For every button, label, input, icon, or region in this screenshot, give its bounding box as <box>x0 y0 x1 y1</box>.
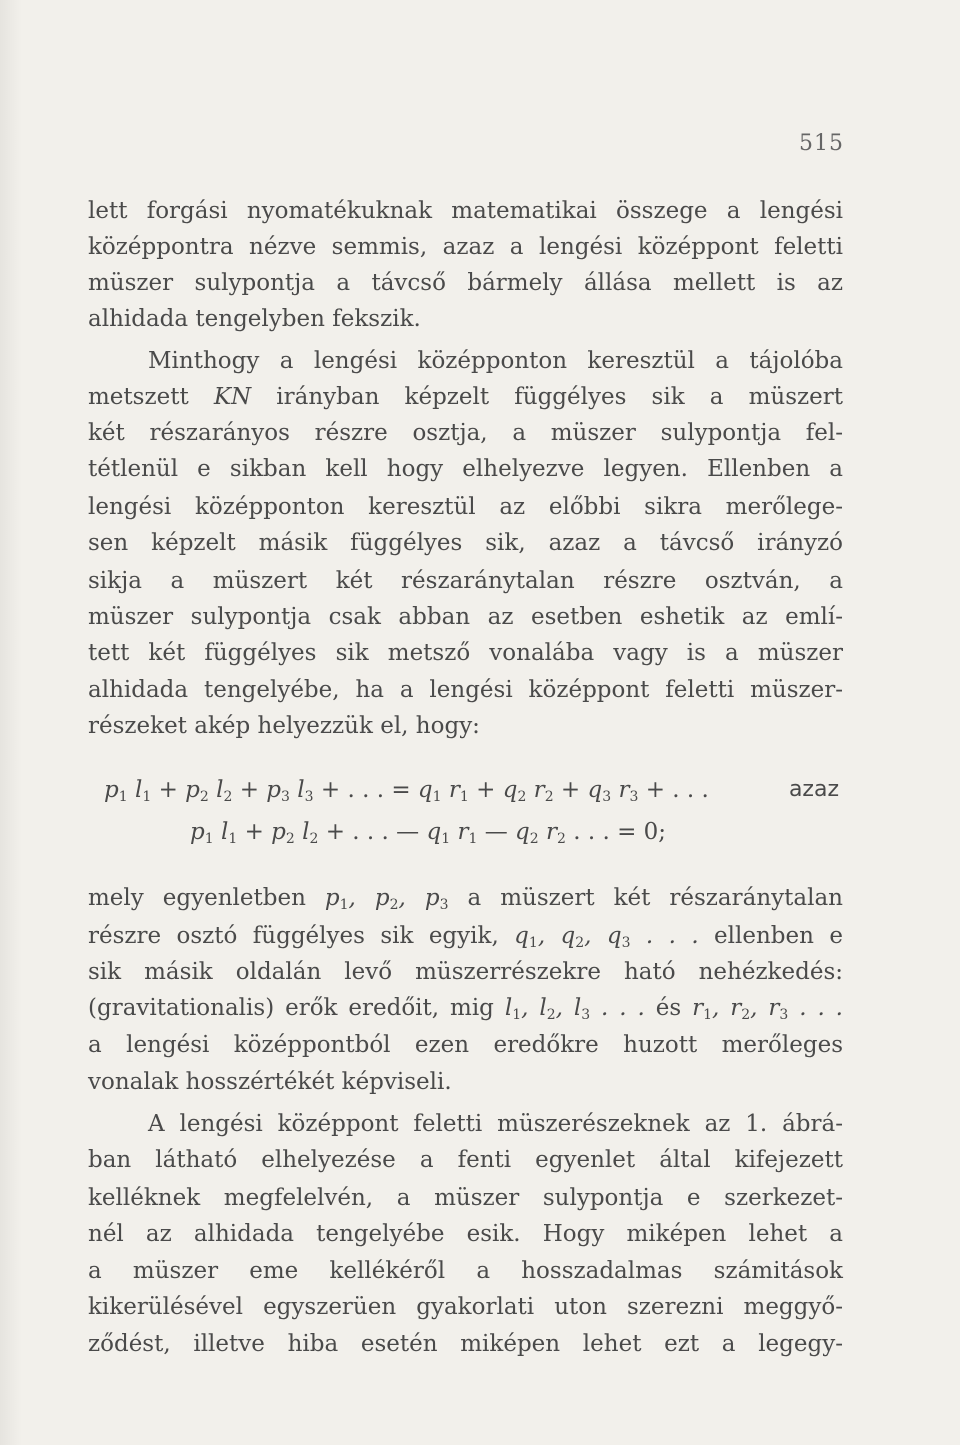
text-segment: mely egyenletben <box>88 885 325 911</box>
text-line: ződést, illetve hiba esetén miképen lehet ezt a legegy- <box>88 1331 843 1357</box>
text-line: müszer sulypontja a távcső bármely állása mellett is az <box>88 270 843 296</box>
text-line: lengési középponton keresztül az előbbi sikra merőlege- <box>88 494 843 520</box>
text-line: vonalak hosszértékét képviseli. <box>88 1069 452 1095</box>
equation-2: $p_1$ $l_1 + p_2$ $l_2$ + . . . — $q_1$ $r_1$ — $q_2$ $r_2$ . . . = 0; <box>190 819 667 847</box>
text-segment: részre osztó függélyes sik egyik, <box>88 923 515 949</box>
text-line <box>88 880 843 916</box>
text-line: sikja a müszert két részaránytalan részre osztván, a <box>88 568 843 594</box>
text-line <box>88 379 843 415</box>
text-line: középpontra nézve semmis, azaz a lengési középpont feletti <box>88 234 843 260</box>
text-line: alhidada tengelyben fekszik. <box>88 306 421 332</box>
text-line: A lengési középpont feletti müszerészeknek az 1. ábrá- <box>148 1111 843 1137</box>
text-segment: (gravitationalis) erők eredőit, mig <box>88 995 505 1021</box>
text-line: két részarányos részre osztja, a müszer sulypontja fel- <box>88 420 843 446</box>
text-line: részeket akép helyezzük el, hogy: <box>88 713 480 739</box>
text-line: alhidada tengelyébe, ha a lengési középpont feletti müszer- <box>88 677 843 703</box>
equation-conjunction: azaz <box>788 777 839 802</box>
page-number: 515 <box>799 131 844 156</box>
equation-1: $p_1$ $l_1 + p_2$ $l_2 + p_3$ $l_3$ + . . . = $q_1$ $r_1 + q_2$ $r_2 + q_3$ $r_3$ + . . . azaz <box>104 772 839 808</box>
math-symbols: $l_1$, $l_2$, $l_3$ . . . <box>504 995 645 1023</box>
text-line: tett két függélyes sik metsző vonalába vagy is a müszer <box>88 640 843 666</box>
text-line: nél az alhidada tengelyébe esik. Hogy miképen lehet a <box>88 1221 843 1247</box>
kn-direction-symbol: KN <box>213 384 252 410</box>
math-symbols: $p_1$, $p_2$, $p_3$ <box>324 885 449 913</box>
text-line: a lengési középpontból ezen eredőkre huzott merőleges <box>88 1032 843 1058</box>
text-line: kelléknek megfelelvén, a müszer sulypontja e szerkezet- <box>88 1185 843 1211</box>
text-segment: és <box>644 995 693 1021</box>
text-line: kikerülésével egyszerüen gyakorlati uton szerezni meggyő- <box>88 1294 843 1320</box>
text-line <box>88 918 843 954</box>
text-line: sik másik oldalán levő müszerrészekre ható nehézkedés: <box>88 959 843 985</box>
text-line: tétlenül e sikban kell hogy elhelyezve legyen. Ellenben a <box>88 456 843 482</box>
text-line: lett forgási nyomatékuknak matematikai összege a lengési <box>88 198 843 224</box>
text-segment: irányban képzelt függélyes sik a müszert <box>251 384 844 410</box>
text-line <box>88 990 843 1026</box>
text-line: sen képzelt másik függélyes sik, azaz a távcső irányzó <box>88 530 843 556</box>
text-segment: ellenben e <box>698 923 843 949</box>
text-segment: a müszert két részaránytalan <box>448 885 843 911</box>
text-line: müszer sulypontja csak abban az esetben eshetik az emlí- <box>88 604 843 630</box>
text-line: ban látható elhelyezése a fenti egyenlet által kifejezett <box>88 1147 843 1173</box>
equation-result: 0; <box>643 819 667 845</box>
math-symbols: $r_1$, $r_2$, $r_3$ . . . <box>692 995 843 1023</box>
math-symbols: $q_1$, $q_2$, $q_3$ . . . <box>514 923 699 951</box>
text-line: Minthogy a lengési középponton keresztül a tájolóba <box>148 348 843 374</box>
text-line: a müszer eme kellékéről a hosszadalmas számitások <box>88 1258 843 1284</box>
text-segment: metszett <box>88 384 214 410</box>
